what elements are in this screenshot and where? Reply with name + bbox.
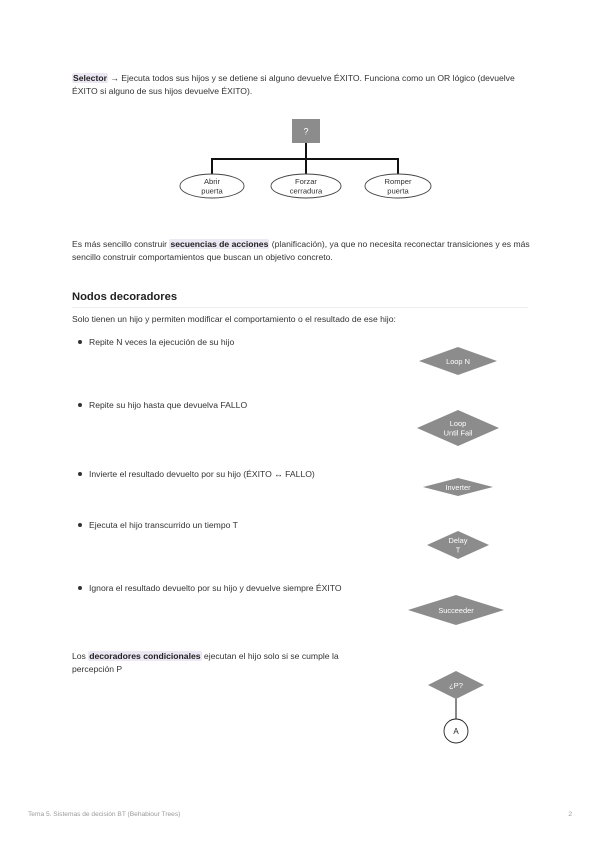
selector-child-abrir-puerta (180, 174, 244, 198)
conditional-text-after: ejecutan el hijo solo si se cumple la percepción P (72, 651, 339, 675)
condition-node (428, 671, 484, 699)
delay-label-2: T (455, 545, 461, 555)
page-number: 2 (568, 811, 572, 818)
condition-label: ¿P? (449, 681, 463, 690)
loop-n-node (419, 347, 497, 375)
selector-term: Selector (73, 73, 107, 83)
loop-until-fail-label-2: Until Fail (443, 428, 473, 438)
decorator-bullet-loop-n (78, 336, 234, 348)
loop-n-label: Loop N (446, 357, 470, 366)
selector-child-label: puerta (201, 186, 223, 196)
selector-child-forzar-cerradura (271, 174, 341, 198)
inverter-label: Inverter (445, 483, 471, 492)
bullet-dot (78, 340, 82, 344)
selector-root-label: ? (303, 126, 309, 137)
bullet-text: Ignora el resultado devuelto por su hijo y devuelve siempre ÉXITO (89, 583, 342, 593)
action-node (444, 719, 468, 743)
footer-title: Tema 5. Sistemas de decisión BT (Behabiour Trees) (28, 811, 181, 818)
selector-root-node (292, 119, 320, 143)
selector-diagram (170, 112, 450, 204)
action-label: A (453, 727, 459, 736)
delay-label-1: Delay (448, 536, 468, 545)
inverter-node (423, 478, 493, 496)
bullet-text: Ejecuta el hijo transcurrido un tiempo T (89, 520, 238, 530)
selector-child-label: Forzar (295, 177, 317, 186)
succeeder-node (408, 595, 504, 625)
bullet-text: Repite su hijo hasta que devuelva FALLO (89, 400, 248, 410)
loop-until-fail-label-1: Loop (449, 419, 467, 428)
decorator-bullet-delay (78, 519, 238, 531)
sequence-text-after: (planificación), ya que no necesita reconectar transiciones y es más sencillo construir comportamientos que buscan un objetivo concreto. (72, 239, 530, 263)
section-heading: Nodos decoradores (72, 291, 178, 303)
selector-description: → Ejecuta todos sus hijos y se detiene si alguno devuelve ÉXITO. Funciona como un OR lógico (devuelve ÉXITO si alguno de sus hijos devuelve ÉXITO). (72, 73, 515, 97)
decorators-diagram (400, 340, 510, 640)
bullet-text: Repite N veces la ejecución de su hijo (89, 337, 235, 347)
decorator-bullet-inverter (78, 468, 315, 480)
delay-node (427, 531, 489, 559)
conditional-text-before: Los (72, 651, 89, 661)
selector-paragraph (72, 72, 532, 99)
bullet-text: Invierte el resultado devuelto por su hijo (ÉXITO ↔ FALLO) (89, 469, 315, 479)
conditional-diagram (420, 668, 490, 748)
selector-child-label: puerta (387, 186, 409, 196)
decorator-bullet-loop-until-fail (78, 399, 247, 411)
heading-divider (72, 307, 528, 308)
sequence-text-before: Es más sencillo construir (72, 239, 170, 249)
selector-child-label: cerradura (289, 186, 323, 196)
selector-child-label: Romper (384, 177, 412, 186)
decorators-intro: Solo tienen un hijo y permiten modificar el comportamiento o el resultado de ese hijo: (72, 314, 396, 324)
bullet-dot (78, 586, 82, 590)
conditional-paragraph (72, 650, 362, 677)
sequence-highlight: secuencias de acciones (170, 239, 269, 249)
decorator-bullet-succeeder (78, 582, 342, 594)
bullet-dot (78, 472, 82, 476)
selector-child-label: Abrir (203, 177, 221, 186)
succeeder-label: Succeeder (438, 606, 474, 615)
bullet-dot (78, 403, 82, 407)
bullet-dot (78, 523, 82, 527)
conditional-highlight: decoradores condicionales (89, 651, 201, 661)
loop-until-fail-node (417, 410, 499, 446)
selector-child-romper-puerta (365, 174, 431, 198)
sequence-paragraph (72, 238, 532, 265)
